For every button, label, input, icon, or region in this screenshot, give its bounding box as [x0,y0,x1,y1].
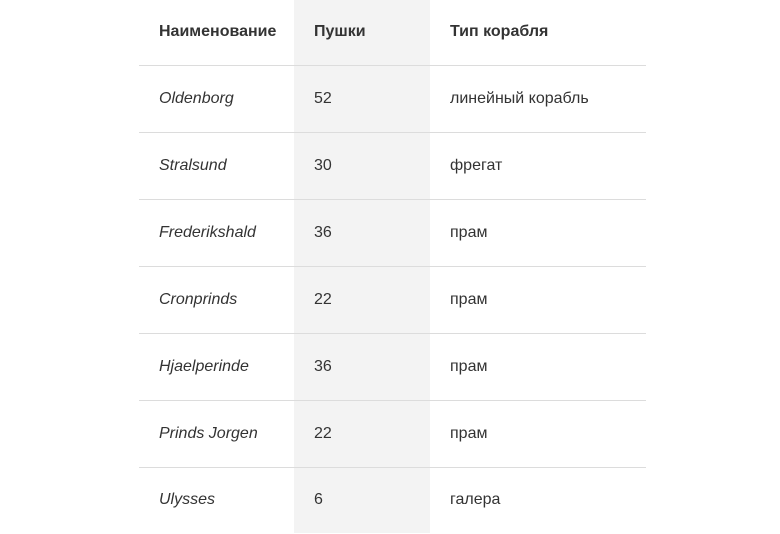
cell-ship-type: прам [430,199,646,266]
cell-guns: 30 [294,132,430,199]
table-row [139,132,646,199]
cell-ship-type: линейный корабль [430,65,646,132]
table-header-row [139,0,646,65]
cell-ship-type: прам [430,266,646,333]
cell-guns: 36 [294,333,430,400]
cell-guns: 52 [294,65,430,132]
ships-table-container [139,0,646,533]
cell-guns: 6 [294,467,430,533]
table-row [139,65,646,132]
cell-ship-name: Cronprinds [139,266,294,333]
table-row [139,400,646,467]
cell-guns: 22 [294,400,430,467]
cell-ship-type: галера [430,467,646,533]
cell-ship-type: фрегат [430,132,646,199]
ships-table [139,0,646,533]
cell-ship-type: прам [430,400,646,467]
table-row [139,266,646,333]
header-name: Наименование [159,23,277,41]
cell-ship-name: Oldenborg [139,65,294,132]
table-row [139,333,646,400]
cell-ship-name: Stralsund [139,132,294,199]
cell-ship-type: прам [430,333,646,400]
header-type: Тип корабля [450,23,549,41]
cell-ship-name: Ulysses [139,467,294,533]
header-guns: Пушки [294,0,430,65]
cell-guns: 22 [294,266,430,333]
table-row [139,467,646,533]
table-row [139,199,646,266]
cell-ship-name: Hjaelperinde [139,333,294,400]
cell-guns: 36 [294,199,430,266]
cell-ship-name: Frederikshald [139,199,294,266]
cell-ship-name: Prinds Jorgen [139,400,294,467]
